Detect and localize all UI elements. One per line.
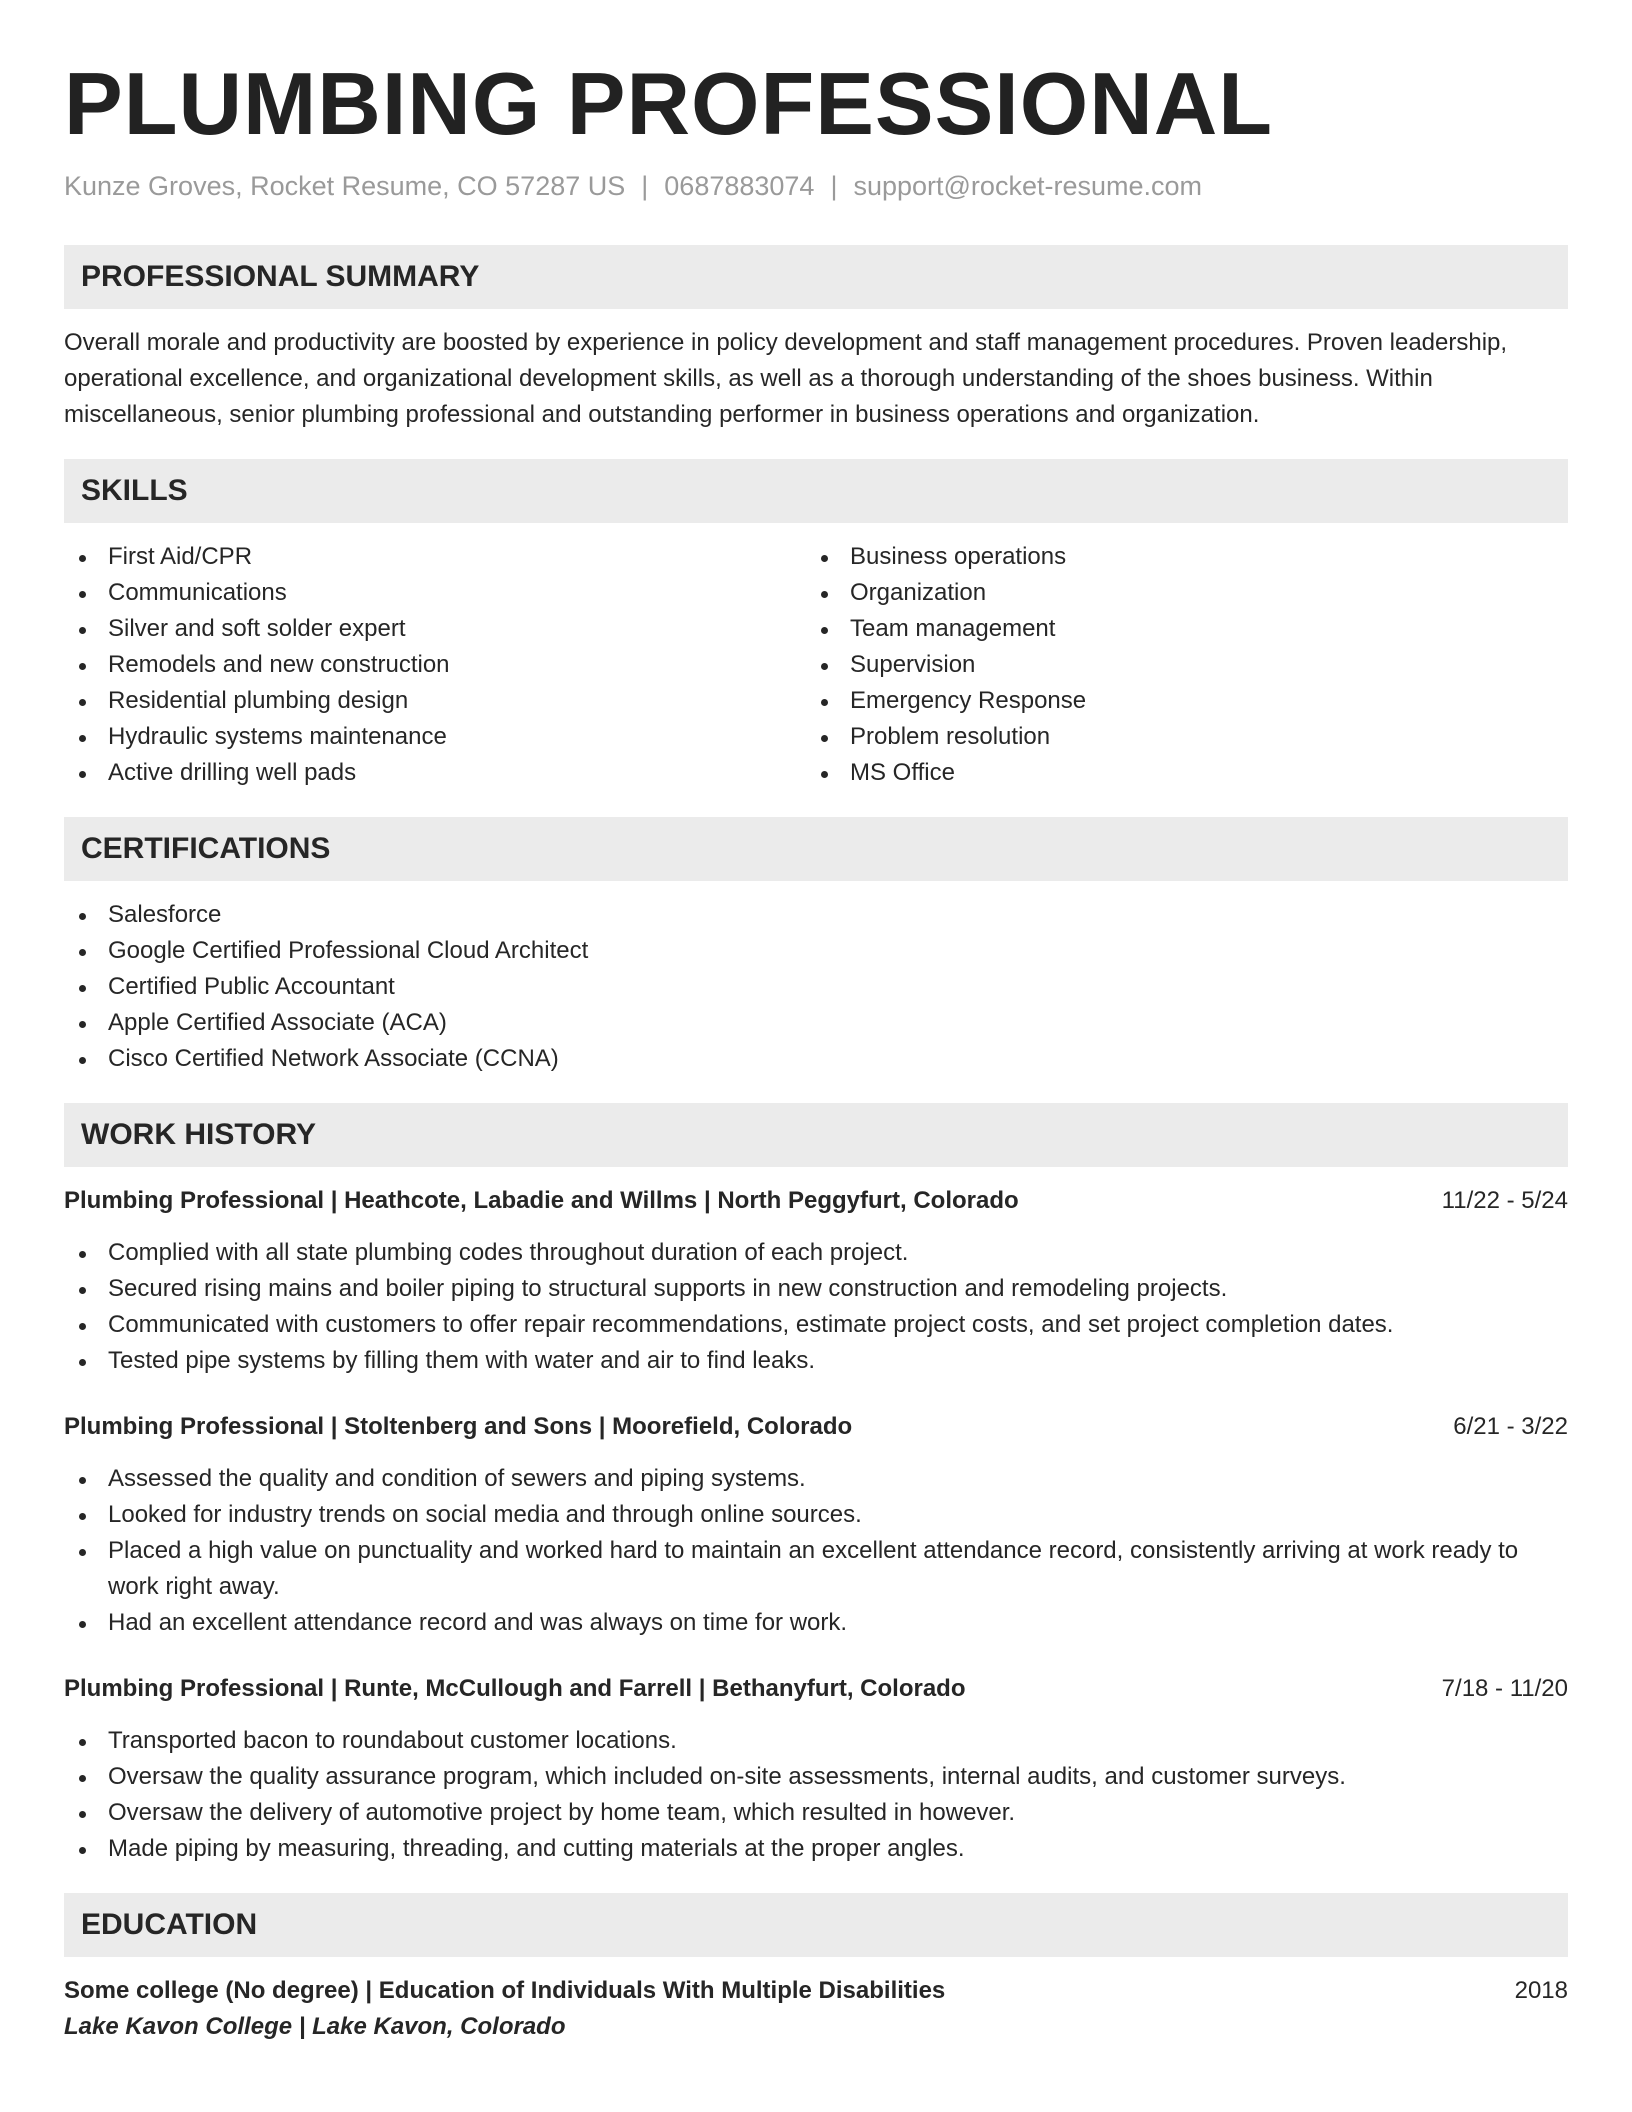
education-school: Lake Kavon College | Lake Kavon, Colorado [64, 2013, 566, 2040]
job-bullet: Had an excellent attendance record and was always on time for work. [64, 1605, 1568, 1641]
contact-separator: | [641, 171, 649, 201]
skill-item: First Aid/CPR [64, 539, 806, 575]
skill-item: Hydraulic systems maintenance [64, 719, 806, 755]
certification-item: Salesforce [64, 897, 1568, 933]
certification-item: Apple Certified Associate (ACA) [64, 1005, 1568, 1041]
job-header [64, 1409, 1568, 1445]
education-degree: Some college (No degree) | Education of Individuals With Multiple Disabilities [64, 1977, 946, 2004]
skill-item: MS Office [806, 755, 1548, 791]
job-bullet: Communicated with customers to offer repair recommendations, estimate project costs, and set project completion dates. [64, 1307, 1568, 1343]
job-header [64, 1183, 1568, 1219]
job-title: Plumbing Professional | Stoltenberg and Sons | Moorefield, Colorado [64, 1413, 853, 1440]
skill-item: Supervision [806, 647, 1548, 683]
job-entry [64, 1671, 1568, 1867]
section-heading-summary: PROFESSIONAL SUMMARY [64, 245, 1568, 309]
contact-address: Kunze Groves, Rocket Resume, CO 57287 US [64, 171, 626, 201]
skill-item: Remodels and new construction [64, 647, 806, 683]
skill-item: Residential plumbing design [64, 683, 806, 719]
job-dates: 11/22 - 5/24 [1441, 1187, 1568, 1214]
contact-line [64, 168, 1568, 204]
job-dates: 7/18 - 11/20 [1441, 1675, 1568, 1702]
skills-grid [64, 539, 1568, 791]
skill-item: Communications [64, 575, 806, 611]
job-dates: 6/21 - 3/22 [1453, 1413, 1568, 1440]
job-bullet: Oversaw the quality assurance program, which included on-site assessments, internal audits, and customer surveys. [64, 1759, 1568, 1795]
job-header [64, 1671, 1568, 1707]
summary-text: Overall morale and productivity are boosted by experience in policy development and staff management procedures. Proven leadership, operational excellence, and organizational development skills, as well as a thorough understanding of the shoes business. Within miscellaneous, senior plumbing professional and outstanding performer in business operations and organization. [64, 329, 1508, 428]
contact-separator: | [830, 171, 838, 201]
skill-item: Silver and soft solder expert [64, 611, 806, 647]
job-bullet: Made piping by measuring, threading, and cutting materials at the proper angles. [64, 1831, 1568, 1867]
candidate-name: PLUMBING PROFESSIONAL [64, 54, 1274, 153]
skills-list-right [806, 539, 1548, 791]
skill-item: Business operations [806, 539, 1548, 575]
education-entry [64, 1973, 1568, 2045]
job-bullet: Placed a high value on punctuality and worked hard to maintain an excellent attendance record, consistently arriving at work ready to work right away. [64, 1533, 1568, 1605]
section-heading-certifications: CERTIFICATIONS [64, 817, 1568, 881]
skill-item: Active drilling well pads [64, 755, 806, 791]
education-header [64, 1973, 1568, 2009]
job-bullet: Oversaw the delivery of automotive project by home team, which resulted in however. [64, 1795, 1568, 1831]
section-heading-work-history: WORK HISTORY [64, 1103, 1568, 1167]
job-bullets [64, 1235, 1568, 1379]
job-bullet: Tested pipe systems by filling them with water and air to find leaks. [64, 1343, 1568, 1379]
job-bullet: Secured rising mains and boiler piping to structural supports in new construction and remodeling projects. [64, 1271, 1568, 1307]
section-heading-skills: SKILLS [64, 459, 1568, 523]
job-title: Plumbing Professional | Runte, McCullough and Farrell | Bethanyfurt, Colorado [64, 1675, 966, 1702]
job-title: Plumbing Professional | Heathcote, Labadie and Willms | North Peggyfurt, Colorado [64, 1187, 1019, 1214]
job-bullet: Complied with all state plumbing codes throughout duration of each project. [64, 1235, 1568, 1271]
job-bullets [64, 1461, 1568, 1641]
job-bullets [64, 1723, 1568, 1867]
job-bullet: Looked for industry trends on social media and through online sources. [64, 1497, 1568, 1533]
contact-phone[interactable]: 0687883074 [664, 171, 815, 201]
job-entry [64, 1409, 1568, 1641]
certification-item: Cisco Certified Network Associate (CCNA) [64, 1041, 1568, 1077]
skill-item: Emergency Response [806, 683, 1548, 719]
job-bullet: Assessed the quality and condition of sewers and piping systems. [64, 1461, 1568, 1497]
education-year: 2018 [1514, 1977, 1568, 2004]
job-entry [64, 1183, 1568, 1379]
contact-email[interactable]: support@rocket-resume.com [853, 171, 1202, 201]
certification-item: Google Certified Professional Cloud Architect [64, 933, 1568, 969]
certifications-list [64, 897, 1568, 1077]
section-heading-education: EDUCATION [64, 1893, 1568, 1957]
skill-item: Organization [806, 575, 1548, 611]
skills-list-left [64, 539, 806, 791]
job-bullet: Transported bacon to roundabout customer locations. [64, 1723, 1568, 1759]
skill-item: Problem resolution [806, 719, 1548, 755]
skill-item: Team management [806, 611, 1548, 647]
certification-item: Certified Public Accountant [64, 969, 1568, 1005]
